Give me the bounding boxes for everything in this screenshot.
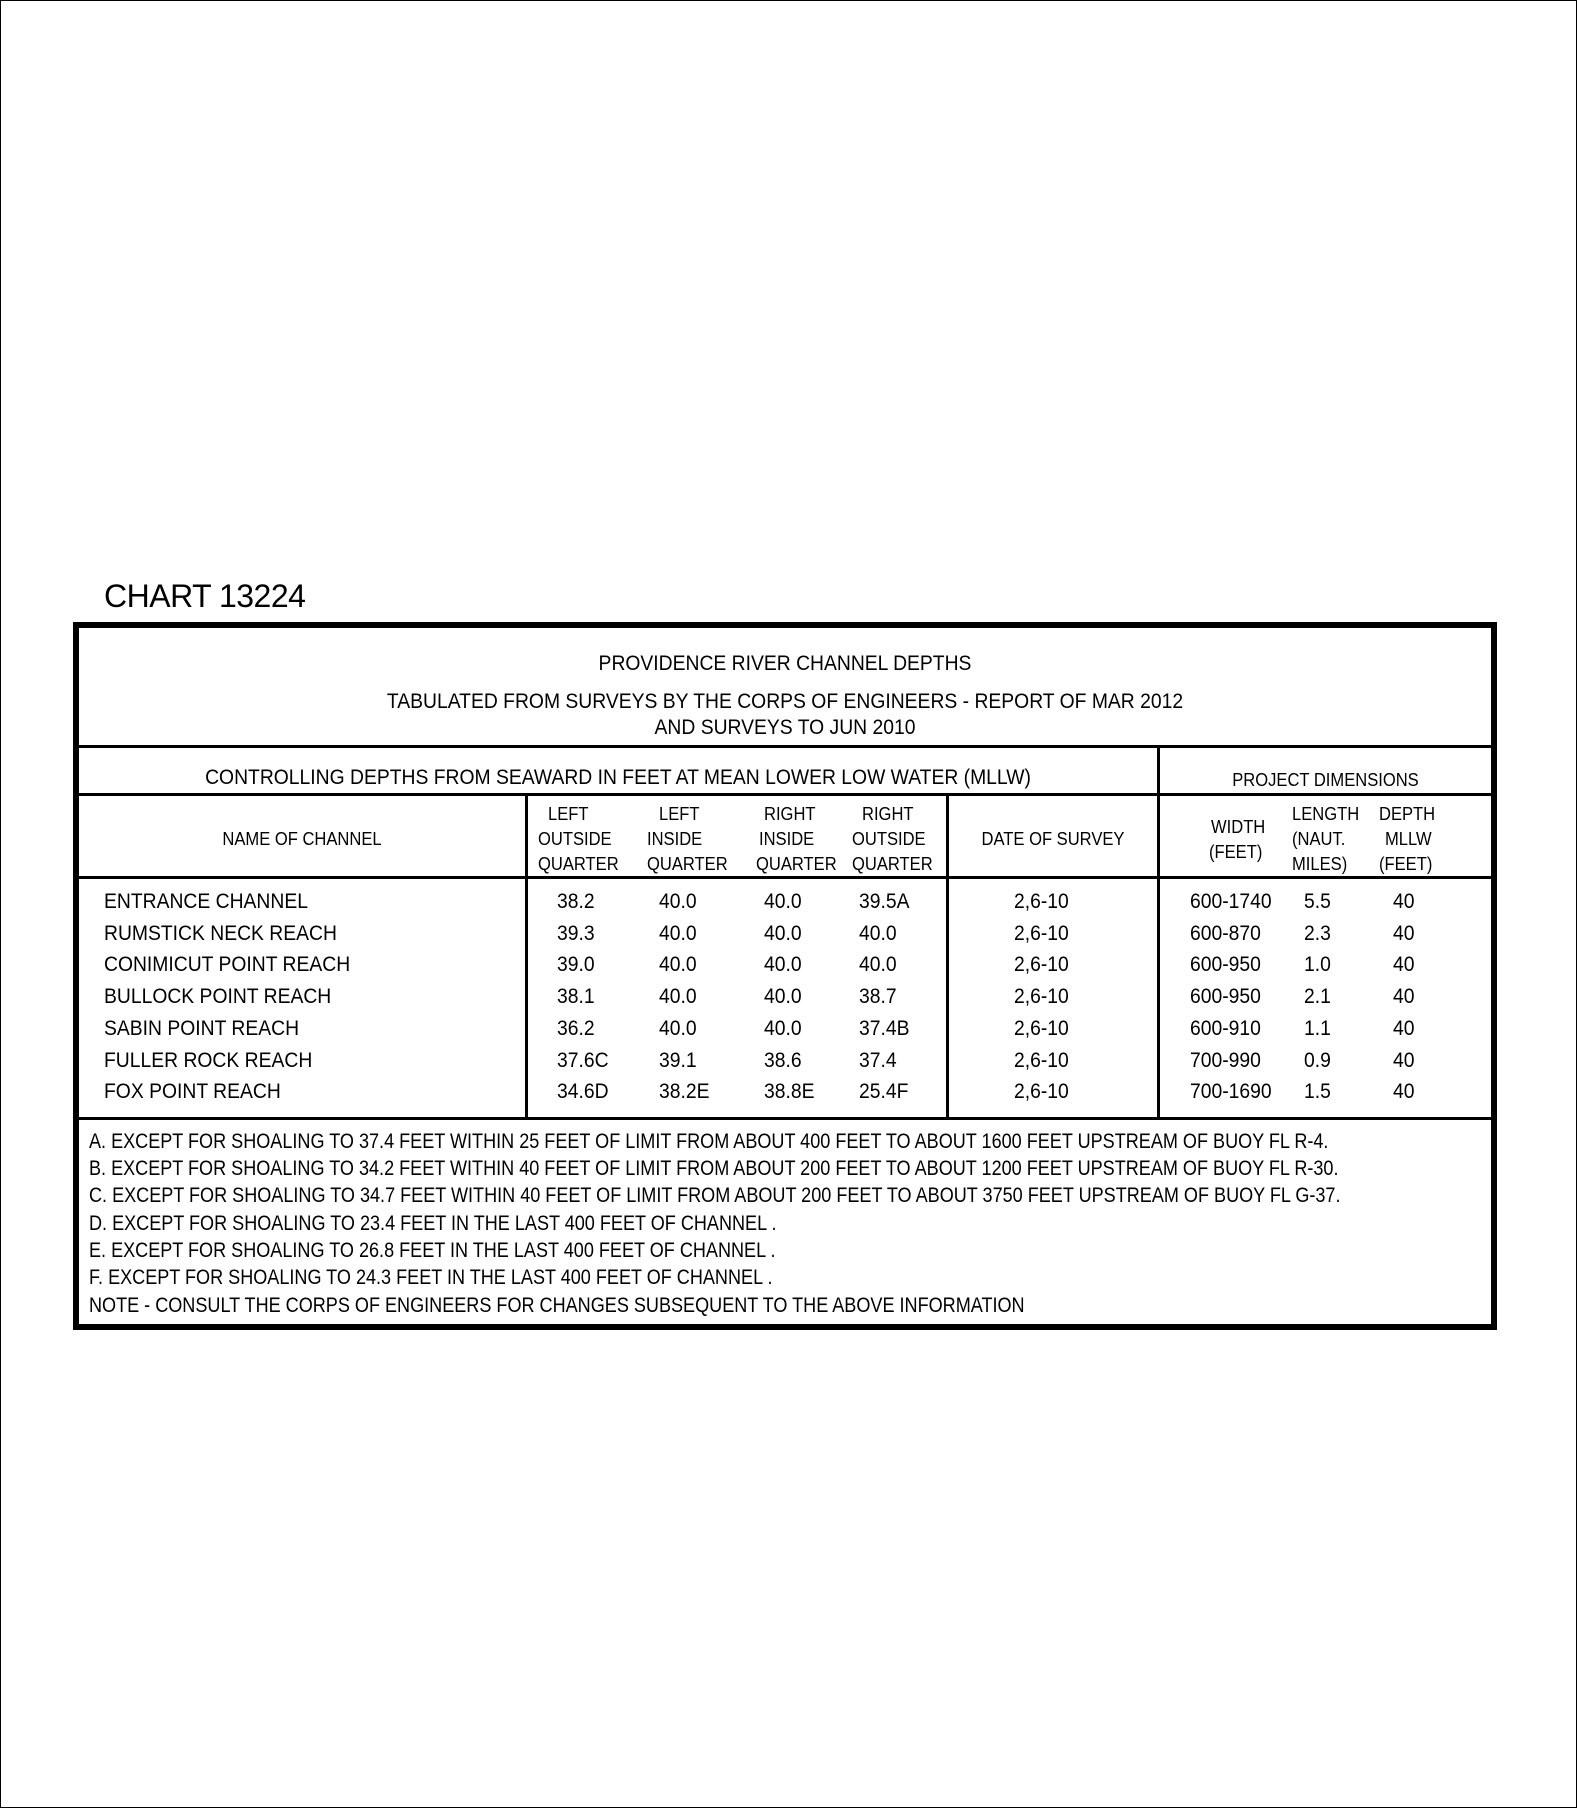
- cell-right-inside: 38.8E: [764, 1080, 815, 1104]
- cell-channel-name: ENTRANCE CHANNEL: [104, 890, 308, 913]
- footnote-e: E. EXCEPT FOR SHOALING TO 26.8 FEET IN THE LAST 400 FEET OF CHANNEL .: [89, 1239, 776, 1262]
- cell-date-of-survey: 2,6-10: [1014, 1048, 1069, 1072]
- chart-number-label: CHART 13224: [104, 578, 306, 614]
- cell-length: 1.1: [1304, 1016, 1331, 1040]
- col-name-of-channel: NAME OF CHANNEL: [222, 829, 382, 849]
- divider-group-header: [79, 793, 1491, 796]
- cell-left-outside: 38.2: [557, 890, 595, 913]
- cell-date-of-survey: 2,6-10: [1014, 1080, 1069, 1104]
- controlling-depths-header: CONTROLLING DEPTHS FROM SEAWARD IN FEET AT MEAN LOWER LOW WATER (MLLW): [205, 766, 1031, 789]
- table-subtitle-line2: AND SURVEYS TO JUN 2010: [654, 716, 916, 739]
- cell-width: 600-950: [1190, 953, 1261, 977]
- cell-date-of-survey: 2,6-10: [1014, 985, 1069, 1009]
- cell-right-outside: 37.4: [859, 1048, 897, 1072]
- cell-right-inside: 38.6: [764, 1048, 802, 1072]
- cell-right-outside: 39.5A: [859, 890, 910, 913]
- cell-right-outside: 40.0: [859, 953, 897, 977]
- footnote-f: F. EXCEPT FOR SHOALING TO 24.3 FEET IN THE LAST 400 FEET OF CHANNEL .: [89, 1266, 773, 1289]
- table-subtitle-line1: TABULATED FROM SURVEYS BY THE CORPS OF ENGINEERS - REPORT OF MAR 2012: [386, 690, 1184, 713]
- cell-right-inside: 40.0: [764, 921, 802, 945]
- cell-depth: 40: [1393, 1080, 1415, 1104]
- cell-depth: 40: [1393, 953, 1415, 977]
- cell-date-of-survey: 2,6-10: [1014, 1016, 1069, 1040]
- cell-left-inside: 39.1: [659, 1048, 697, 1072]
- table-title: PROVIDENCE RIVER CHANNEL DEPTHS: [598, 652, 972, 675]
- cell-right-outside: 38.7: [859, 985, 897, 1009]
- cell-width: 600-950: [1190, 985, 1261, 1009]
- divider-project: [1157, 745, 1160, 1117]
- cell-length: 2.1: [1304, 985, 1331, 1009]
- divider-notes: [79, 1117, 1491, 1120]
- cell-width: 700-1690: [1190, 1080, 1272, 1104]
- cell-left-outside: 34.6D: [557, 1080, 609, 1104]
- cell-left-inside: 40.0: [659, 1016, 697, 1040]
- cell-right-inside: 40.0: [764, 985, 802, 1009]
- channel-depths-table: PROVIDENCE RIVER CHANNEL DEPTHS TABULATED FROM SURVEYS BY THE CORPS OF ENGINEERS - REPORT OF MAR 2012 AND SURVEYS TO JUN 2010 CONTROLLING DEPTHS FROM SEAWARD IN FEET AT MEAN LOWER LOW WATER (MLLW) PROJECT DIMENSIONS NAME OF CHANNEL LEFT OUTSIDE QUARTER LEFT INSIDE QUARTER RIGHT INSIDE QUARTER RIGHT OUTSIDE QUARTER DATE OF SURVEY WIDTH (FEET) LENGTH (NAUT. MILES) DEPTH MLLW (FEET) ENTRANCE CHANNEL 38.2 40.0 40.0 39.5A 2,6-10 600-1740 5.5 40 RUMSTICK NECK REACH 39.3 40.0 40.0 40.0 2,6-10 600-870 2.3 40 CONIMICUT POINT REACH 39.0 40.0 40.0 40.0 2,6-10 600-950 1.0 40 BULLOCK POINT REACH 38.1 40.0 40.0 38.7 2,6-10 600-950 2.1 40 SABIN POINT REACH 36.2 40.0 40.0 37.4B 2,6-10 600-910 1.1 40 FULLER ROCK REACH 37.6C 39.1 38.6 37.4 2,6-10 700-990 0.9 40 FOX POINT REACH 34.6D 38.2E 38.8E 25.4F 2,6-10 700-1690 1.5 40 A. EXCEPT FOR SHOALING TO 37.4 FEET WITHIN 25 FEET OF LIMIT FROM ABOUT 400 FEET TO ABOUT 1600 FEET UPSTREAM OF BUOY FL R-4. B. EXCEPT FOR SHOALING TO 34.2 FEET WITHIN 40 FEET OF LIMIT FROM ABOUT 200 FEET TO ABOUT 1200 FEET UPSTREAM OF BUOY FL R-30. C. EXCEPT FOR SHOALING TO 34.7 FEET WITHIN 40 FEET OF LIMIT FROM ABOUT 200 FEET TO ABOUT 3750 FEET UPSTREAM OF BUOY FL G-37. D. EXCEPT FOR SHOALING TO 23.4 FEET IN THE LAST 400 FEET OF CHANNEL . E. EXCEPT FOR SHOALING TO 26.8 FEET IN THE LAST 400 FEET OF CHANNEL . F. EXCEPT FOR SHOALING TO 24.3 FEET IN THE LAST 400 FEET OF CHANNEL . NOTE - CONSULT THE CORPS OF ENGINEERS FOR CHANGES SUBSEQUENT TO THE ABOVE INFORMATION: [73, 622, 1497, 1330]
- cell-width: 700-990: [1190, 1048, 1261, 1072]
- footnote-a: A. EXCEPT FOR SHOALING TO 37.4 FEET WITHIN 25 FEET OF LIMIT FROM ABOUT 400 FEET TO ABOUT 1600 FEET UPSTREAM OF BUOY FL R-4.: [89, 1130, 1329, 1153]
- cell-left-outside: 39.3: [557, 921, 595, 945]
- cell-length: 1.0: [1304, 953, 1331, 977]
- cell-right-inside: 40.0: [764, 953, 802, 977]
- cell-depth: 40: [1393, 890, 1415, 913]
- cell-width: 600-1740: [1190, 890, 1272, 913]
- cell-channel-name: BULLOCK POINT REACH: [104, 985, 332, 1009]
- cell-length: 2.3: [1304, 921, 1331, 945]
- general-note: NOTE - CONSULT THE CORPS OF ENGINEERS FOR CHANGES SUBSEQUENT TO THE ABOVE INFORMATION: [89, 1294, 1025, 1317]
- cell-length: 1.5: [1304, 1080, 1331, 1104]
- cell-depth: 40: [1393, 1048, 1415, 1072]
- footnote-c: C. EXCEPT FOR SHOALING TO 34.7 FEET WITHIN 40 FEET OF LIMIT FROM ABOUT 200 FEET TO ABOUT 3750 FEET UPSTREAM OF BUOY FL G-37.: [89, 1184, 1341, 1207]
- cell-left-inside: 40.0: [659, 921, 697, 945]
- cell-left-inside: 40.0: [659, 890, 697, 913]
- cell-left-outside: 38.1: [557, 985, 595, 1009]
- cell-right-outside: 37.4B: [859, 1016, 910, 1040]
- cell-left-inside: 38.2E: [659, 1080, 710, 1104]
- cell-left-outside: 36.2: [557, 1016, 595, 1040]
- footnote-d: D. EXCEPT FOR SHOALING TO 23.4 FEET IN THE LAST 400 FEET OF CHANNEL .: [89, 1212, 777, 1235]
- cell-channel-name: RUMSTICK NECK REACH: [104, 921, 337, 945]
- cell-depth: 40: [1393, 1016, 1415, 1040]
- cell-length: 0.9: [1304, 1048, 1331, 1072]
- footnote-b: B. EXCEPT FOR SHOALING TO 34.2 FEET WITHIN 40 FEET OF LIMIT FROM ABOUT 200 FEET TO ABOUT 1200 FEET UPSTREAM OF BUOY FL R-30.: [89, 1157, 1339, 1180]
- cell-right-outside: 40.0: [859, 921, 897, 945]
- cell-date-of-survey: 2,6-10: [1014, 921, 1069, 945]
- cell-depth: 40: [1393, 985, 1415, 1009]
- cell-channel-name: SABIN POINT REACH: [104, 1016, 300, 1040]
- cell-channel-name: FULLER ROCK REACH: [104, 1048, 313, 1072]
- cell-right-outside: 25.4F: [859, 1080, 909, 1104]
- cell-length: 5.5: [1304, 890, 1331, 913]
- cell-depth: 40: [1393, 921, 1415, 945]
- cell-channel-name: FOX POINT REACH: [104, 1080, 281, 1104]
- divider-title: [79, 745, 1491, 748]
- divider-column-header: [79, 876, 1491, 879]
- divider-name-col: [525, 793, 528, 1117]
- cell-right-inside: 40.0: [764, 890, 802, 913]
- cell-left-outside: 39.0: [557, 953, 595, 977]
- cell-left-outside: 37.6C: [557, 1048, 609, 1072]
- cell-left-inside: 40.0: [659, 985, 697, 1009]
- cell-width: 600-910: [1190, 1016, 1261, 1040]
- cell-left-inside: 40.0: [659, 953, 697, 977]
- cell-channel-name: CONIMICUT POINT REACH: [104, 953, 351, 977]
- divider-quarters: [946, 793, 949, 1117]
- col-date-of-survey: DATE OF SURVEY: [981, 829, 1125, 849]
- cell-date-of-survey: 2,6-10: [1014, 953, 1069, 977]
- project-dimensions-header: PROJECT DIMENSIONS: [1232, 770, 1419, 790]
- cell-width: 600-870: [1190, 921, 1261, 945]
- cell-right-inside: 40.0: [764, 1016, 802, 1040]
- cell-date-of-survey: 2,6-10: [1014, 890, 1069, 913]
